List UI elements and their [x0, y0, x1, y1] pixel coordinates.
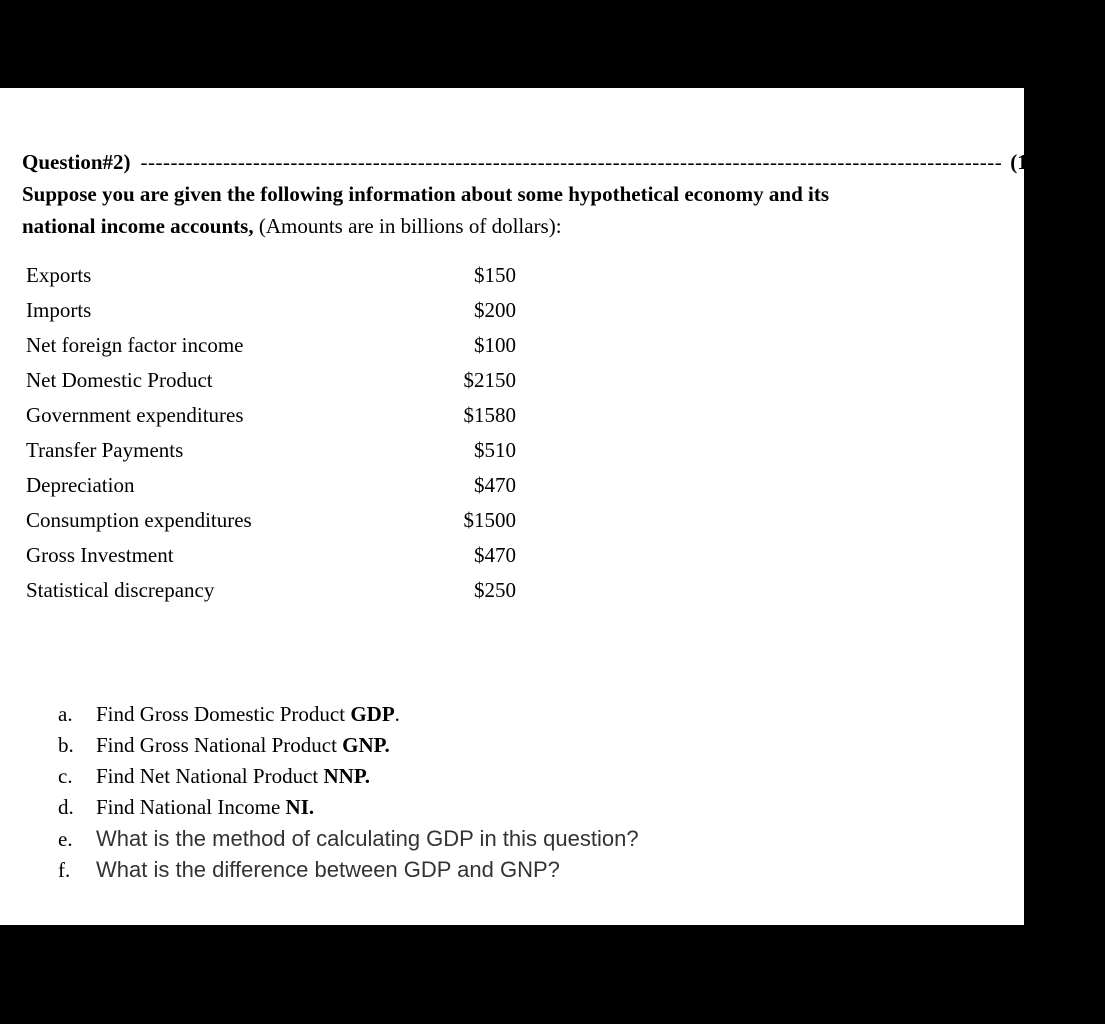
task-bold: GNP.	[342, 733, 390, 757]
list-item	[58, 702, 958, 733]
table-row	[26, 538, 516, 573]
header-dash-leader: -------------------------------------------------------------------------------------------------------------------	[140, 150, 1003, 174]
item-value: $200	[474, 298, 516, 322]
intro-bold-text: national income accounts,	[22, 214, 254, 238]
document-page	[0, 88, 1105, 925]
table-row	[26, 258, 516, 293]
task-letter: a.	[58, 702, 73, 726]
item-label: Consumption expenditures	[26, 508, 252, 532]
list-item	[58, 795, 958, 826]
task-text	[96, 702, 400, 727]
item-value: $2150	[463, 368, 516, 392]
task-letter: c.	[58, 764, 73, 788]
item-label: Exports	[26, 263, 92, 287]
task-plain: Find National Income	[96, 795, 286, 819]
question-header	[22, 150, 1105, 178]
item-value: $1500	[463, 508, 516, 532]
task-plain: Find Gross National Product	[96, 733, 343, 757]
item-label: Net Domestic Product	[26, 368, 213, 392]
task-letter: e.	[58, 827, 73, 851]
item-value: $250	[474, 578, 516, 602]
table-row	[26, 328, 516, 363]
task-text: What is the method of calculating GDP in this question?	[96, 826, 639, 851]
intro-normal-text: (Amounts are in billions of dollars):	[253, 214, 562, 238]
item-label: Transfer Payments	[26, 438, 184, 462]
intro-line-2	[22, 210, 997, 242]
task-text	[96, 795, 314, 820]
table-row	[26, 363, 516, 398]
table-row	[26, 573, 516, 608]
list-item	[58, 826, 958, 857]
table-row	[26, 503, 516, 538]
item-value: $470	[474, 543, 516, 567]
item-value: $150	[474, 263, 516, 287]
task-text	[96, 764, 370, 789]
item-value: $470	[474, 473, 516, 497]
task-text: What is the difference between GDP and GNP?	[96, 857, 560, 882]
task-letter: f.	[58, 858, 71, 882]
task-letter: b.	[58, 733, 74, 757]
intro-line-1: Suppose you are given the following information about some hypothetical economy and its	[22, 182, 829, 206]
item-label: Gross Investment	[26, 543, 174, 567]
table-row	[26, 433, 516, 468]
task-bold: NNP.	[323, 764, 370, 788]
item-label: Depreciation	[26, 473, 135, 497]
task-plain: Find Net National Product	[96, 764, 324, 788]
item-value: $100	[474, 333, 516, 357]
task-bold: GDP	[350, 702, 395, 726]
question-label: Question#2)	[22, 150, 131, 174]
list-item	[58, 733, 958, 764]
task-suffix: .	[394, 702, 400, 726]
table-row	[26, 293, 516, 328]
points-label: (10 points)	[1010, 150, 1105, 174]
task-list	[58, 702, 958, 888]
task-bold: NI.	[285, 795, 315, 819]
item-value: $510	[474, 438, 516, 462]
item-label: Net foreign factor income	[26, 333, 244, 357]
list-item	[58, 857, 958, 888]
task-letter: d.	[58, 795, 74, 819]
table-row	[26, 398, 516, 433]
list-item	[58, 764, 958, 795]
item-value: $1580	[463, 403, 516, 427]
item-label: Government expenditures	[26, 403, 244, 427]
item-label: Imports	[26, 298, 92, 322]
question-intro	[22, 178, 997, 242]
table-row	[26, 468, 516, 503]
item-label: Statistical discrepancy	[26, 578, 215, 602]
accounts-table	[26, 258, 516, 608]
task-text	[96, 733, 390, 758]
task-plain: Find Gross Domestic Product	[96, 702, 351, 726]
